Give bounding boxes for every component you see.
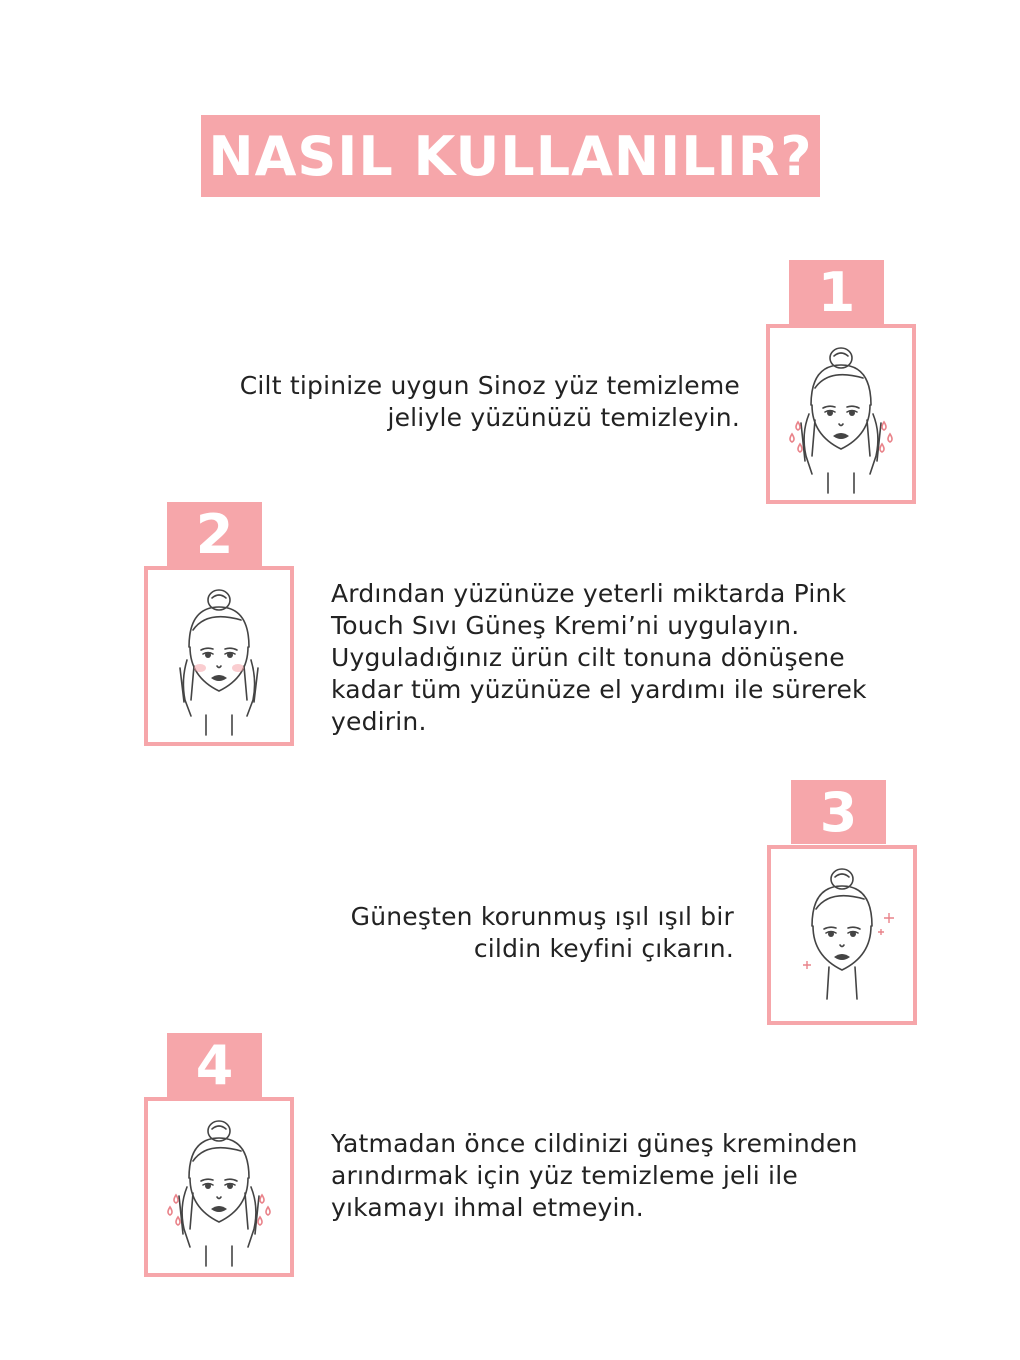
step-2-line: Touch Sıvı Güneş Kremi’ni uygulayın. [331,611,800,640]
step-2-line: yedirin. [331,707,427,736]
step-1-text [240,370,740,434]
step-4-line: arındırmak için yüz temizleme jeli ile [331,1161,798,1190]
step-2-line: Ardından yüzünüze yeterli miktarda Pink [331,579,847,608]
step-3-number: 3 [791,780,886,844]
step-4-number: 4 [167,1033,262,1097]
step-2-line: Uyguladığınız ürün cilt tonuna dönüşene [331,643,845,672]
face-applying-cream-icon [148,570,290,742]
title-banner [201,115,820,197]
step-3-line: Güneşten korunmuş ışıl ışıl bir [350,902,734,931]
step-4-line: Yatmadan önce cildinizi güneş kreminden [331,1129,858,1158]
step-2-illustration [144,566,294,746]
face-washing-icon [770,328,912,500]
page-title: NASIL KULLANILIR? [208,124,813,188]
face-glowing-icon [771,849,913,1021]
step-3-text [351,901,734,965]
step-1-illustration [766,324,916,504]
step-1-line: Cilt tipinize uygun Sinoz yüz temizleme [239,371,740,400]
step-1-line: jeliyle yüzünüzü temizleyin. [387,403,740,432]
step-2-number: 2 [167,502,262,566]
step-4-illustration [144,1097,294,1277]
step-1-number: 1 [789,260,884,324]
face-washing-icon [148,1101,290,1273]
step-4-text [331,1128,858,1224]
step-3-line: cildin keyfini çıkarın. [473,934,734,963]
step-2-line: kadar tüm yüzünüze el yardımı ile sürerek [331,675,867,704]
step-4-line: yıkamayı ihmal etmeyin. [331,1193,644,1222]
step-2-text [331,578,867,738]
step-3-illustration [767,845,917,1025]
